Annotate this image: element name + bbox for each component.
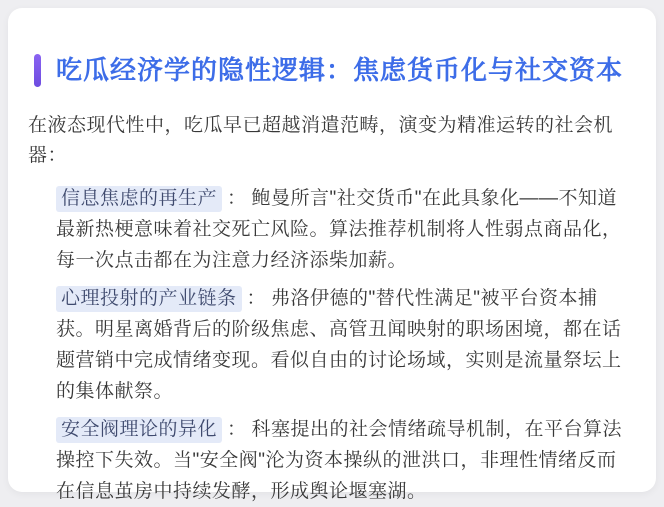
sections-container (56, 183, 632, 507)
article-card (8, 8, 656, 502)
section-text-2: 弗洛伊德的"替代性满足"被平台资本捕获。明星离婚背后的阶级焦虑、高管丑闻映射的职场困境，都在话题营销中完成情绪变现。看似自由的讨论场域，实则是流量祭坛上的集体献祭。 (56, 288, 622, 402)
section-paragraph-1 (56, 183, 632, 276)
section-label-1: 信息焦虑的再生产 (56, 186, 222, 212)
section-text-3: 科塞提出的社会情绪疏导机制，在平台算法操控下失效。当"安全阀"沦为资本操纵的泄洪口，非理性情绪反而在信息茧房中持续发酵，形成舆论堰塞湖。 (56, 419, 623, 502)
title-accent-bar (34, 54, 41, 87)
section-text-1: 鲍曼所言"社交货币"在此具象化——不知道最新热梗意味着社交死亡风险。算法推荐机制将人性弱点商品化，每一次点击都在为注意力经济添柴加薪。 (56, 188, 622, 271)
page-title: 吃瓜经济学的隐性逻辑：焦虑货币化与社交资本 (56, 54, 624, 85)
label-colon-3: ： (227, 419, 247, 440)
section-paragraph-2 (56, 283, 632, 407)
section-label-2: 心理投射的产业链条 (56, 286, 242, 312)
section-paragraph-3 (56, 414, 632, 507)
section-label-3: 安全阀理论的异化 (56, 417, 222, 443)
label-colon-2: ： (246, 288, 267, 309)
label-colon-1: ： (227, 188, 247, 209)
intro-paragraph: 在液态现代性中，吃瓜早已超越消遣范畴，演变为精准运转的社会机器： (28, 115, 614, 166)
title-row (34, 54, 632, 87)
